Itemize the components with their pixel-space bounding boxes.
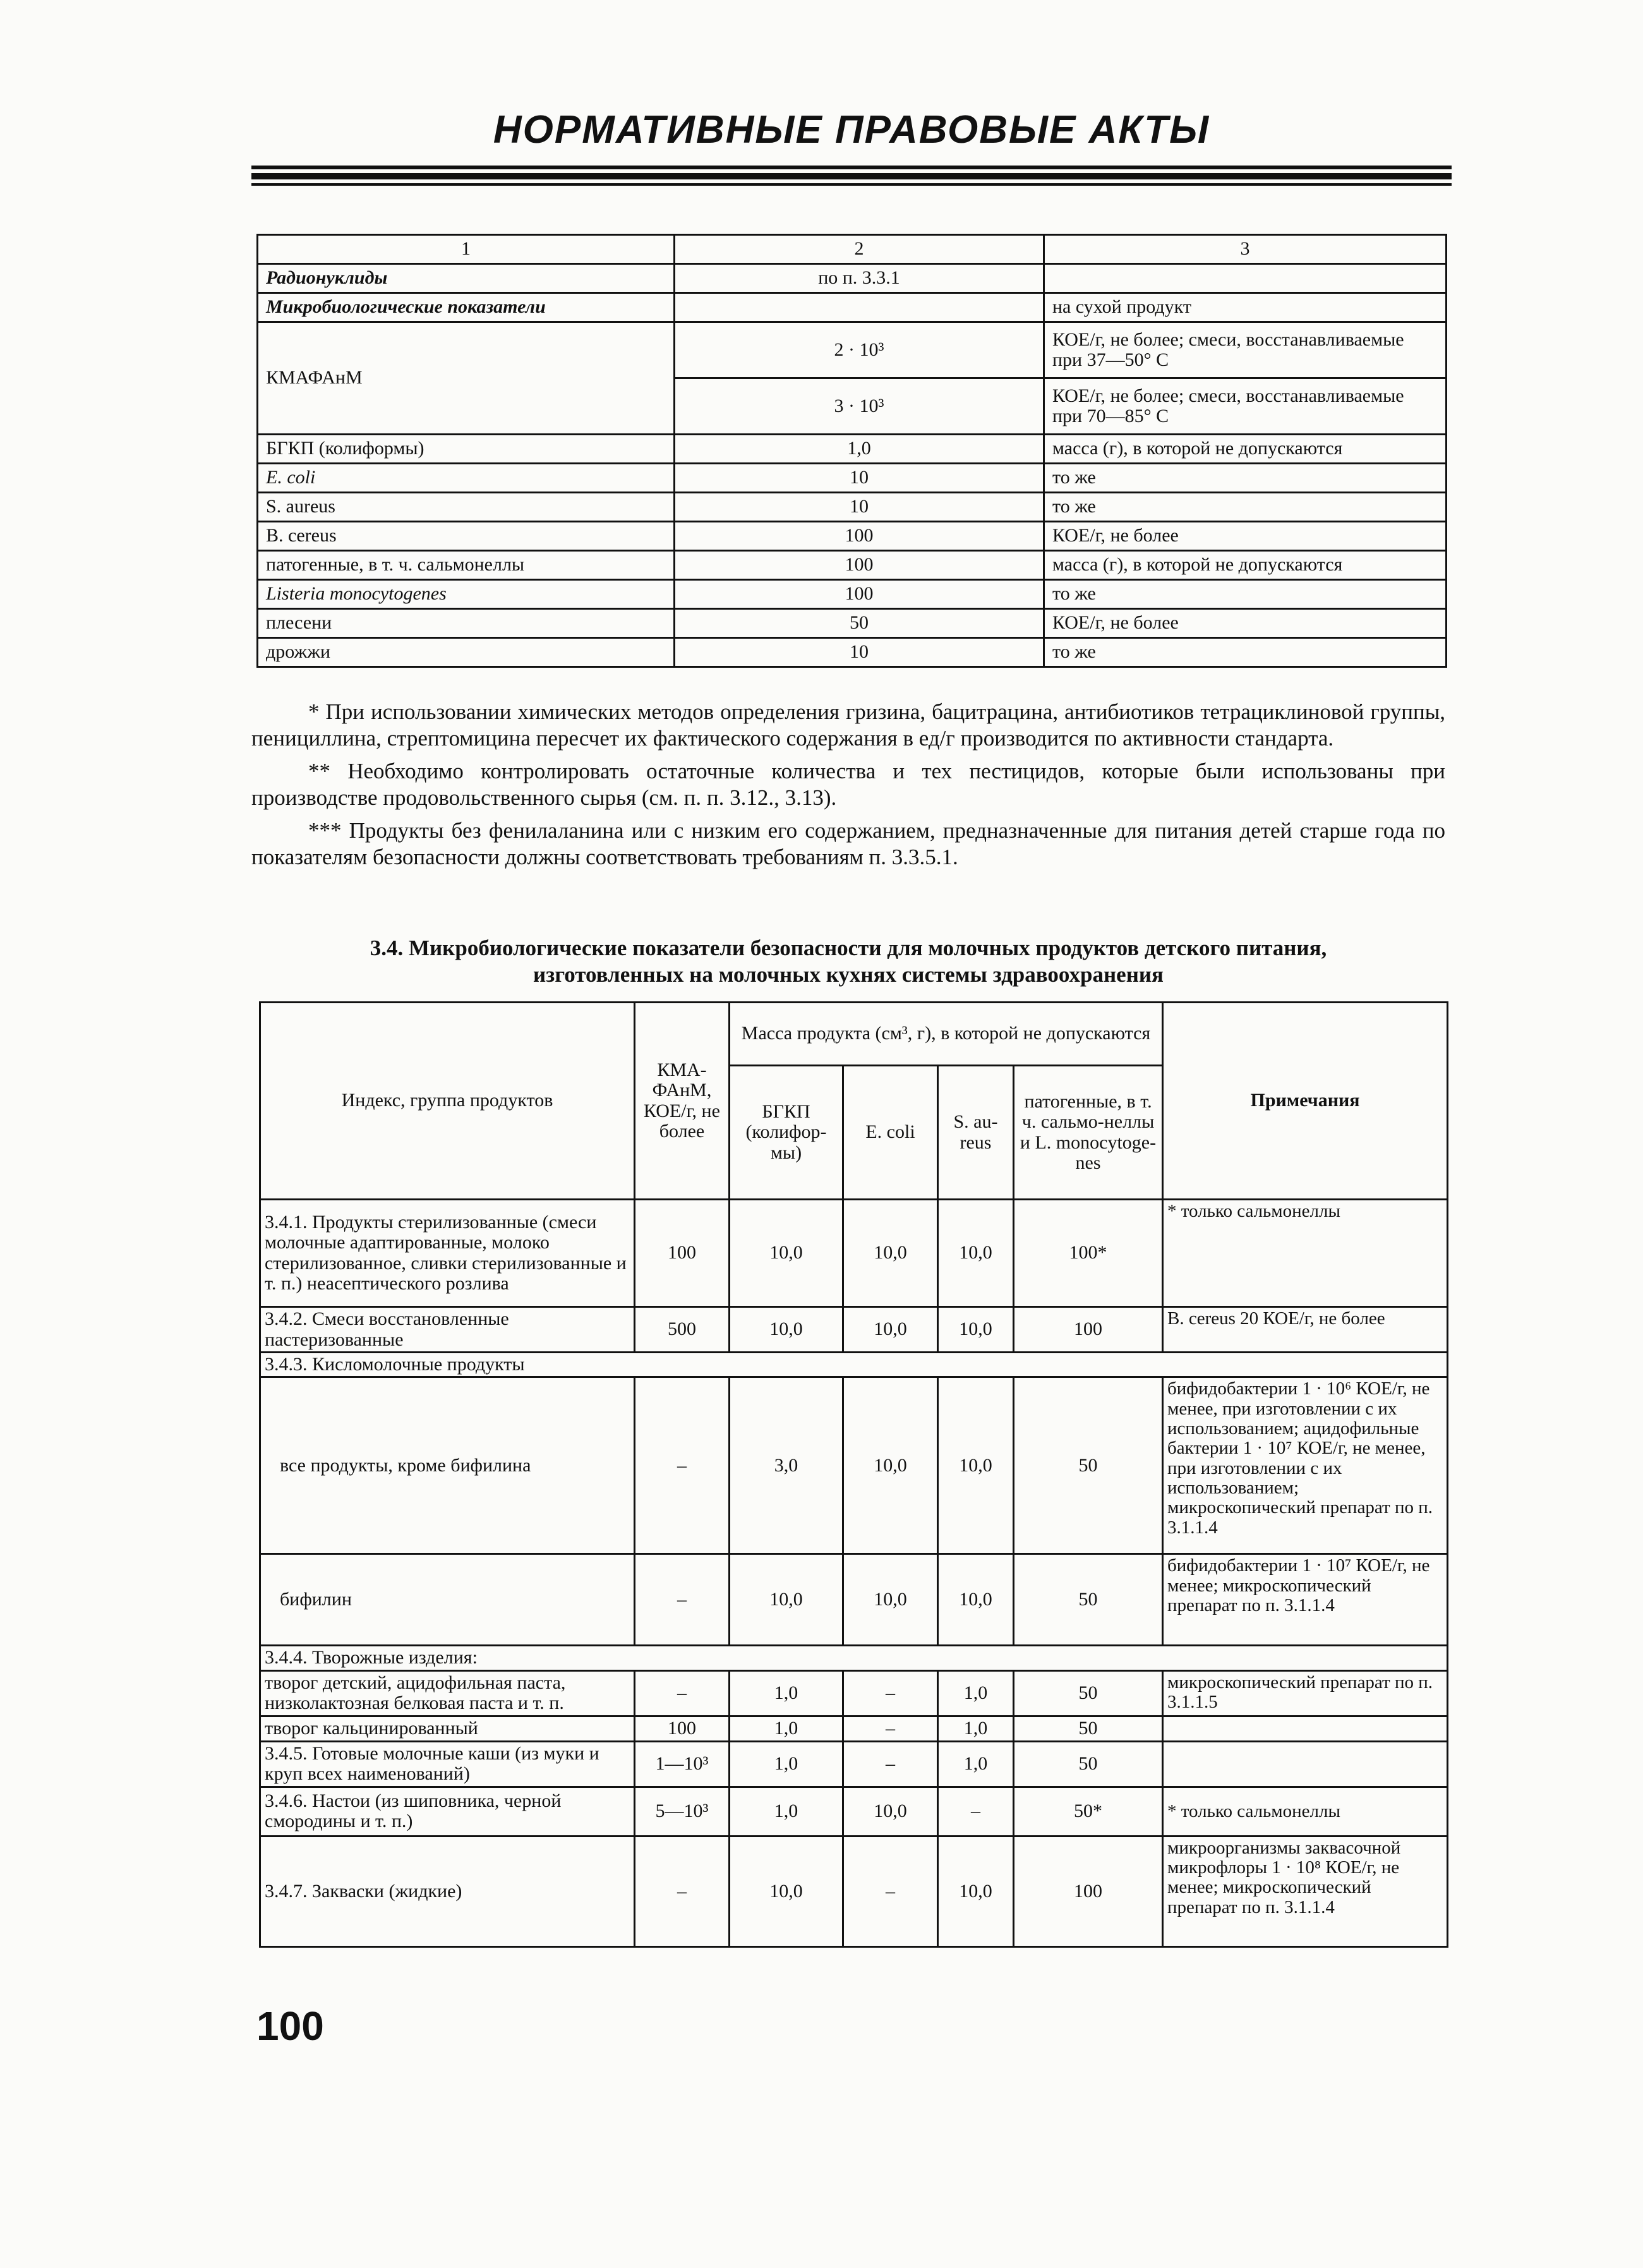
cell-note: бифидобактерии 1 · 10⁷ КОЕ/г, не менее; микроскопический препарат по п. 3.1.1.4	[1163, 1554, 1448, 1646]
group-heading: 3.4.3. Кисломолочные продукты	[260, 1353, 1448, 1377]
table-row	[258, 522, 1447, 551]
cell-bgkp: 1,0	[730, 1787, 843, 1836]
row-value: 50	[675, 609, 1044, 638]
row-name: S. aureus	[258, 493, 675, 522]
running-header: НОРМАТИВНЫЕ ПРАВОВЫЕ АКТЫ	[493, 108, 1210, 152]
header-rule	[251, 183, 1452, 186]
row-value: 10	[675, 638, 1044, 667]
cell-bgkp: 1,0	[730, 1670, 843, 1716]
table-header-row	[258, 235, 1447, 264]
cell-pathogen: 100*	[1014, 1200, 1163, 1307]
row-name: БГКП (колиформы)	[258, 435, 675, 464]
column-number: 3	[1044, 235, 1447, 264]
cell-kmafanm: 500	[635, 1307, 730, 1353]
table-row	[258, 464, 1447, 493]
table-row	[260, 1554, 1448, 1646]
cell-kmafanm: 100	[635, 1716, 730, 1741]
cell-bgkp: 10,0	[730, 1836, 843, 1946]
row-note: то же	[1044, 493, 1447, 522]
cell-saureus: 1,0	[938, 1670, 1014, 1716]
row-value: по п. 3.3.1	[675, 264, 1044, 293]
product-name: бифилин	[260, 1554, 635, 1646]
header-rule	[251, 166, 1452, 169]
cell-saureus: 10,0	[938, 1200, 1014, 1307]
product-name: все продукты, кроме бифилина	[260, 1377, 635, 1554]
table-row	[260, 1307, 1448, 1353]
table-row	[258, 609, 1447, 638]
header-bgkp: БГКП (колифор-мы)	[730, 1066, 843, 1200]
cell-bgkp: 10,0	[730, 1554, 843, 1646]
cell-note: микроскопический препарат по п. 3.1.1.5	[1163, 1670, 1448, 1716]
cell-saureus: –	[938, 1787, 1014, 1836]
cell-bgkp: 10,0	[730, 1200, 843, 1307]
header-mass: Масса продукта (см³, г), в которой не допускаются	[730, 1003, 1163, 1066]
row-note: на сухой продукт	[1044, 293, 1447, 322]
row-name: Радионуклиды	[258, 264, 675, 293]
cell-note	[1163, 1716, 1448, 1741]
cell-kmafanm: 100	[635, 1200, 730, 1307]
table-row	[260, 1670, 1448, 1716]
table-row	[260, 1646, 1448, 1670]
cell-ecoli: –	[843, 1741, 938, 1787]
row-name: E. coli	[258, 464, 675, 493]
table-row	[258, 293, 1447, 322]
row-value: 2 · 10³	[675, 322, 1044, 378]
table-row	[260, 1787, 1448, 1836]
cell-note: микроорганизмы заквасочной микрофлоры 1 · 10⁸ КОЕ/г, не менее; микроскопический препарат по п. 3.1.1.4	[1163, 1836, 1448, 1946]
cell-saureus: 1,0	[938, 1716, 1014, 1741]
table-row	[258, 264, 1447, 293]
cell-pathogen: 50*	[1014, 1787, 1163, 1836]
cell-note: * только сальмонеллы	[1163, 1787, 1448, 1836]
row-name: КМАФАнМ	[258, 322, 675, 435]
product-name: 3.4.6. Настои (из шиповника, черной смородины и т. п.)	[260, 1787, 635, 1836]
table-row	[260, 1716, 1448, 1741]
row-note: масса (г), в которой не допускаются	[1044, 435, 1447, 464]
row-note: КОЕ/г, не более; смеси, восстанавливаемые при 70—85° С	[1044, 378, 1447, 435]
table-row	[258, 551, 1447, 580]
table-row	[258, 580, 1447, 609]
row-value: 100	[675, 522, 1044, 551]
row-note: то же	[1044, 464, 1447, 493]
row-note: масса (г), в которой не допускаются	[1044, 551, 1447, 580]
product-name: 3.4.1. Продукты стерилизованные (смеси молочные адаптированные, молоко стерилизованное, сливки стерилизованные и т. п.) неасептического розлива	[260, 1200, 635, 1307]
cell-bgkp: 1,0	[730, 1716, 843, 1741]
cell-saureus: 10,0	[938, 1554, 1014, 1646]
cell-pathogen: 50	[1014, 1741, 1163, 1787]
product-name: 3.4.7. Закваски (жидкие)	[260, 1836, 635, 1946]
page-number: 100	[256, 2003, 324, 2049]
footnote: ** Необходимо контролировать остаточные количества и тех пестицидов, которые были использованы при производстве продовольственного сырья (см. п. п. 3.12., 3.13).	[251, 759, 1445, 810]
row-name: патогенные, в т. ч. сальмонеллы	[258, 551, 675, 580]
row-name: Listeria monocytogenes	[258, 580, 675, 609]
table-header-row	[260, 1003, 1448, 1066]
cell-ecoli: 10,0	[843, 1377, 938, 1554]
row-value: 1,0	[675, 435, 1044, 464]
row-value: 100	[675, 551, 1044, 580]
cell-note: * только сальмонеллы	[1163, 1200, 1448, 1307]
cell-note	[1163, 1741, 1448, 1787]
row-value: 10	[675, 464, 1044, 493]
cell-note: бифидобактерии 1 · 10⁶ КОЕ/г, не менее, при изготовлении с их использованием; ацидофильные бактерии 1 · 10⁷ КОЕ/г, не менее, при изготовлении с их использованием; микроскопический препарат по п. 3.1.1.4	[1163, 1377, 1448, 1554]
row-value	[675, 293, 1044, 322]
row-name: Микробиологические показатели	[258, 293, 675, 322]
header-pathogen: патогенные, в т. ч. сальмо-неллы и L. monocytoge-nes	[1014, 1066, 1163, 1200]
cell-bgkp: 1,0	[730, 1741, 843, 1787]
cell-kmafanm: –	[635, 1836, 730, 1946]
product-name: творог детский, ацидофильная паста, низколактозная белковая паста и т. п.	[260, 1670, 635, 1716]
table-row	[260, 1200, 1448, 1307]
row-note: КОЕ/г, не более	[1044, 609, 1447, 638]
cell-kmafanm: 5—10³	[635, 1787, 730, 1836]
row-note: КОЕ/г, не более; смеси, восстанавливаемые при 37—50° С	[1044, 322, 1447, 378]
product-name: 3.4.2. Смеси восстановленные пастеризованные	[260, 1307, 635, 1353]
cell-pathogen: 100	[1014, 1307, 1163, 1353]
cell-kmafanm: –	[635, 1377, 730, 1554]
row-note: то же	[1044, 638, 1447, 667]
cell-bgkp: 3,0	[730, 1377, 843, 1554]
row-value: 10	[675, 493, 1044, 522]
cell-saureus: 1,0	[938, 1741, 1014, 1787]
cell-saureus: 10,0	[938, 1307, 1014, 1353]
row-name: плесени	[258, 609, 675, 638]
cell-ecoli: –	[843, 1716, 938, 1741]
cell-kmafanm: –	[635, 1670, 730, 1716]
row-note: то же	[1044, 580, 1447, 609]
product-name: 3.4.5. Готовые молочные каши (из муки и круп всех наименований)	[260, 1741, 635, 1787]
cell-saureus: 10,0	[938, 1836, 1014, 1946]
row-note	[1044, 264, 1447, 293]
cell-ecoli: –	[843, 1670, 938, 1716]
footnote: *** Продукты без фенилаланина или с низким его содержанием, предназначенные для питания детей старше года по показателям безопасности должны соответствовать требованиям п. 3.3.5.1.	[251, 818, 1445, 869]
row-note: КОЕ/г, не более	[1044, 522, 1447, 551]
footnote: * При использовании химических методов определения гризина, бацитрацина, антибиотиков тетрациклиновой группы, пенициллина, стрептомицина пересчет их фактического содержания в ед/г производится по активности стандарта.	[251, 699, 1445, 751]
cell-ecoli: –	[843, 1836, 938, 1946]
group-heading: 3.4.4. Творожные изделия:	[260, 1646, 1448, 1670]
table-row	[258, 638, 1447, 667]
table-row	[258, 322, 1447, 378]
header-index-group: Индекс, группа продуктов	[260, 1003, 635, 1200]
cell-pathogen: 50	[1014, 1377, 1163, 1554]
row-value: 3 · 10³	[675, 378, 1044, 435]
table-row	[258, 435, 1447, 464]
cell-pathogen: 100	[1014, 1836, 1163, 1946]
cell-pathogen: 50	[1014, 1554, 1163, 1646]
header-saureus: S. au-reus	[938, 1066, 1014, 1200]
table-row	[258, 493, 1447, 522]
indicators-table	[256, 234, 1447, 668]
cell-pathogen: 50	[1014, 1670, 1163, 1716]
cell-ecoli: 10,0	[843, 1554, 938, 1646]
row-value: 100	[675, 580, 1044, 609]
table-row	[260, 1353, 1448, 1377]
table-row	[260, 1836, 1448, 1946]
cell-bgkp: 10,0	[730, 1307, 843, 1353]
header-rule	[251, 173, 1452, 179]
section-title: 3.4. Микробиологические показатели безопасности для молочных продуктов детского питания, изготовленных на молочных кухнях системы здравоохранения	[370, 936, 1327, 987]
cell-note: B. cereus 20 КОЕ/г, не более	[1163, 1307, 1448, 1353]
column-number: 2	[675, 235, 1044, 264]
table-row	[260, 1377, 1448, 1554]
cell-ecoli: 10,0	[843, 1307, 938, 1353]
header-kmafanm: КМА-ФАнМ, КОЕ/г, не более	[635, 1003, 730, 1200]
cell-pathogen: 50	[1014, 1716, 1163, 1741]
product-name: творог кальцинированный	[260, 1716, 635, 1741]
cell-kmafanm: –	[635, 1554, 730, 1646]
cell-saureus: 10,0	[938, 1377, 1014, 1554]
table-row	[260, 1741, 1448, 1787]
header-notes: Примечания	[1163, 1003, 1448, 1200]
cell-ecoli: 10,0	[843, 1787, 938, 1836]
header-ecoli: E. coli	[843, 1066, 938, 1200]
dairy-indicators-table	[259, 1001, 1448, 1948]
footnotes	[251, 699, 1445, 877]
column-number: 1	[258, 235, 675, 264]
cell-ecoli: 10,0	[843, 1200, 938, 1307]
row-name: дрожжи	[258, 638, 675, 667]
row-name: B. cereus	[258, 522, 675, 551]
cell-kmafanm: 1—10³	[635, 1741, 730, 1787]
